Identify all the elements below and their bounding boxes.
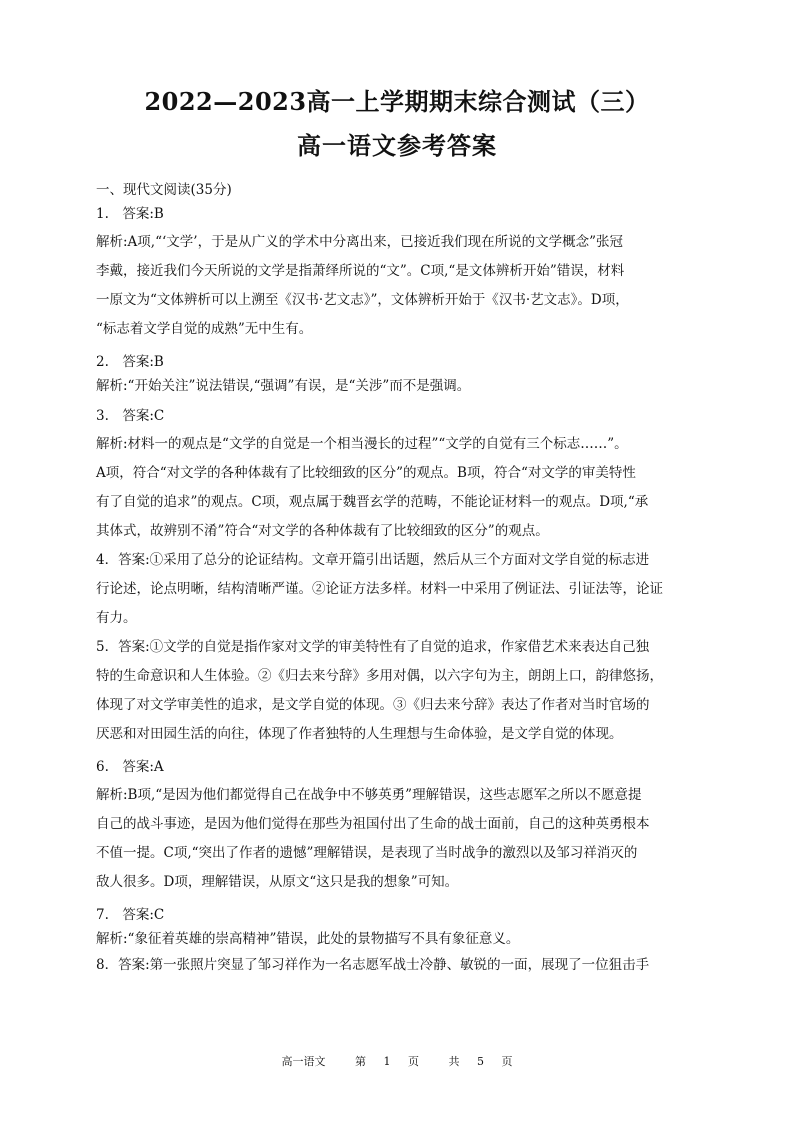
q5-line: 体现了对文学审美性的追求，是文学自觉的体现。③《归去来兮辞》表达了作者对当时官场的 bbox=[96, 697, 650, 713]
q4-answer bbox=[96, 546, 708, 633]
q2-explanation: 解析:“开始关注”说法错误,“强调”有误，是“关涉”而不是强调。 bbox=[96, 378, 471, 394]
q8-answer: 8．答案:第一张照片突显了邹习祥作为一名志愿军战士冷静、敏锐的一面，展现了一位狙击手 bbox=[96, 957, 650, 973]
q5-line: 厌恶和对田园生活的向往，体现了作者独特的人生理想与生命体验，是文学自觉的体现。 bbox=[96, 726, 623, 742]
footer-subject: 高一语文 bbox=[281, 1055, 326, 1068]
answer-key-title: 高一语文参考答案 bbox=[297, 131, 497, 160]
q1-explanation bbox=[96, 228, 708, 344]
q3-line: 解析:材料一的观点是“文学的自觉是一个相当漫长的过程”“文学的自觉有三个标志……”。 bbox=[96, 436, 628, 452]
q1-line: 一原文为“文体辨析可以上溯至《汉书·艺文志》”，文体辨析开始于《汉书·艺文志》。D项， bbox=[96, 292, 629, 308]
q3-line: 有了自觉的追求”的观点。C项，观点属于魏晋玄学的范畴，不能论证材料一的观点。D项,“承 bbox=[96, 494, 649, 510]
q3-explanation bbox=[96, 430, 708, 546]
q4-line: 有力。 bbox=[96, 610, 137, 626]
q3-answer: 3. 答案:C bbox=[96, 408, 165, 424]
footer-page-number: 第 1 页 bbox=[355, 1055, 419, 1068]
q2-answer: 2. 答案:B bbox=[96, 354, 164, 370]
q1-line: 李戴，接近我们今天所说的文学是指萧绎所说的“文”。C项,“是文体辨析开始”错误，材料 bbox=[96, 263, 625, 279]
q6-line: 自己的战斗事迹，是因为他们觉得在那些为祖国付出了生命的战士面前，自己的这种英勇根本 bbox=[96, 816, 650, 832]
q6-answer: 6. 答案:A bbox=[96, 759, 164, 775]
page-footer bbox=[0, 1053, 794, 1069]
q5-line: 特的生命意识和人生体验。②《归去来兮辞》多用对偶，以六字句为主，朗朗上口，韵律悠扬， bbox=[96, 668, 663, 684]
q5-line: 5．答案:①文学的自觉是指作家对文学的审美特性有了自觉的追求，作家借艺术来表达自己独 bbox=[96, 639, 650, 655]
q6-line: 不值一提。C项,“突出了作者的遗憾”理解错误，是表现了当时战争的激烈以及邹习祥消灭的 bbox=[96, 845, 638, 861]
q4-line: 行论述，论点明晰，结构清晰严谨。②论证方法多样。材料一中采用了例证法、引证法等，论证 bbox=[96, 581, 663, 597]
section-heading: 一、现代文阅读(35分) bbox=[96, 182, 232, 198]
q3-line: A项，符合“对文学的各种体裁有了比较细致的区分”的观点。B项，符合“对文学的审美特性 bbox=[96, 465, 636, 481]
document-body bbox=[96, 178, 708, 980]
q4-line: 4．答案:①采用了总分的论证结构。文章开篇引出话题，然后从三个方面对文学自觉的标志进 bbox=[96, 552, 650, 568]
q6-line: 解析:B项,“是因为他们都觉得自己在战争中不够英勇”理解错误，这些志愿军之所以不愿意提 bbox=[96, 787, 642, 803]
footer-total-pages: 共 5 页 bbox=[448, 1055, 513, 1068]
q6-line: 敌人很多。D项，理解错误，从原文“这只是我的想象”可知。 bbox=[96, 874, 459, 890]
q6-explanation bbox=[96, 781, 708, 897]
q5-answer bbox=[96, 633, 708, 749]
q7-answer: 7. 答案:C bbox=[96, 907, 165, 923]
q7-explanation: 解析:“象征着英雄的崇高精神”错误，此处的景物描写不具有象征意义。 bbox=[96, 931, 520, 947]
q3-line: 其体式，故辨别不淆”符合“对文学的各种体裁有了比较细致的区分”的观点。 bbox=[96, 523, 549, 539]
q1-answer: 1. 答案:B bbox=[96, 206, 164, 222]
exam-title: 2022—2023高一上学期期末综合测试（三） bbox=[144, 87, 650, 116]
q1-line: 解析:A项,“‘文学’，于是从广义的学术中分离出来，已接近我们现在所说的文学概念”张冠 bbox=[96, 234, 623, 250]
q1-line: “标志着文学自觉的成熟”无中生有。 bbox=[96, 321, 313, 337]
